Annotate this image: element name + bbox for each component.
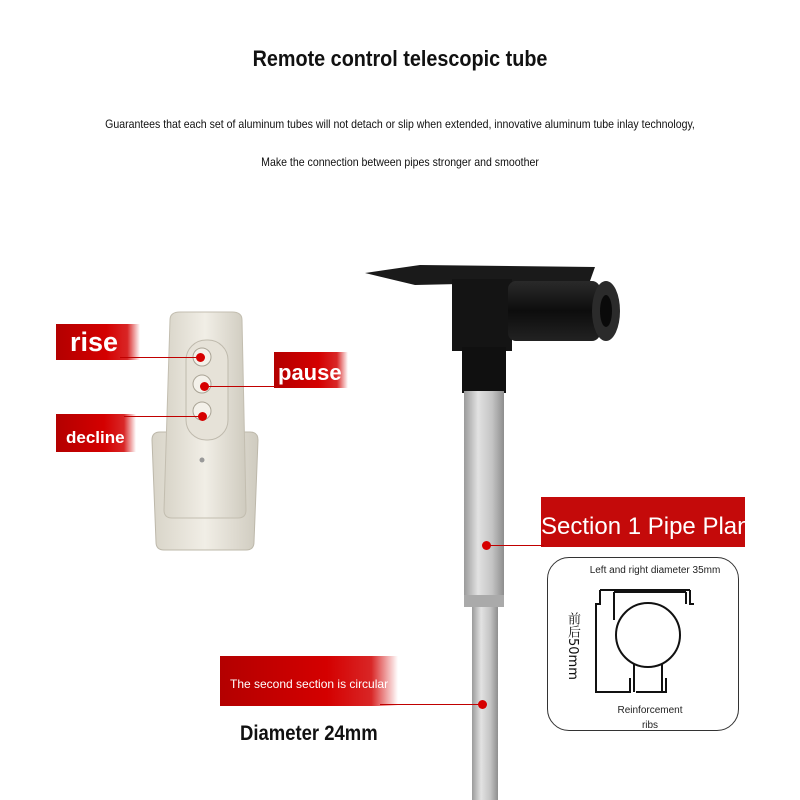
section2-connector bbox=[380, 704, 482, 705]
section1-connector bbox=[490, 545, 544, 546]
pause-button-marker bbox=[200, 382, 209, 391]
decline-button-marker bbox=[198, 412, 207, 421]
section2-label: The second section is circular bbox=[220, 656, 398, 706]
pipe-profile-icon bbox=[560, 580, 730, 700]
page-title: Remote control telescopic tube bbox=[252, 46, 548, 71]
diameter-label: Diameter 24mm bbox=[240, 722, 378, 745]
cross-section-width-label: Left and right diameter 35mm bbox=[589, 565, 721, 576]
reinforcement-label-1: Reinforcement bbox=[617, 705, 683, 716]
description-line-2: Make the connection between pipes stronger and smoother bbox=[261, 155, 539, 169]
decline-connector bbox=[124, 416, 204, 417]
section1-label: Section 1 Pipe Plan bbox=[541, 497, 745, 547]
cross-section-depth-label: 前后50mm bbox=[565, 612, 580, 680]
rise-connector bbox=[120, 357, 200, 358]
rise-label: rise bbox=[56, 324, 140, 360]
section2-marker bbox=[478, 700, 487, 709]
pause-label: pause bbox=[274, 352, 348, 388]
description-line-1: Guarantees that each set of aluminum tubes will not detach or slip when extended, innovative aluminum tube inlay technology, bbox=[105, 117, 695, 131]
remote-control-icon bbox=[150, 310, 260, 555]
pause-connector bbox=[204, 386, 278, 387]
rise-button-marker bbox=[196, 353, 205, 362]
decline-label: decline bbox=[56, 414, 136, 452]
reinforcement-label-2: ribs bbox=[641, 720, 659, 731]
